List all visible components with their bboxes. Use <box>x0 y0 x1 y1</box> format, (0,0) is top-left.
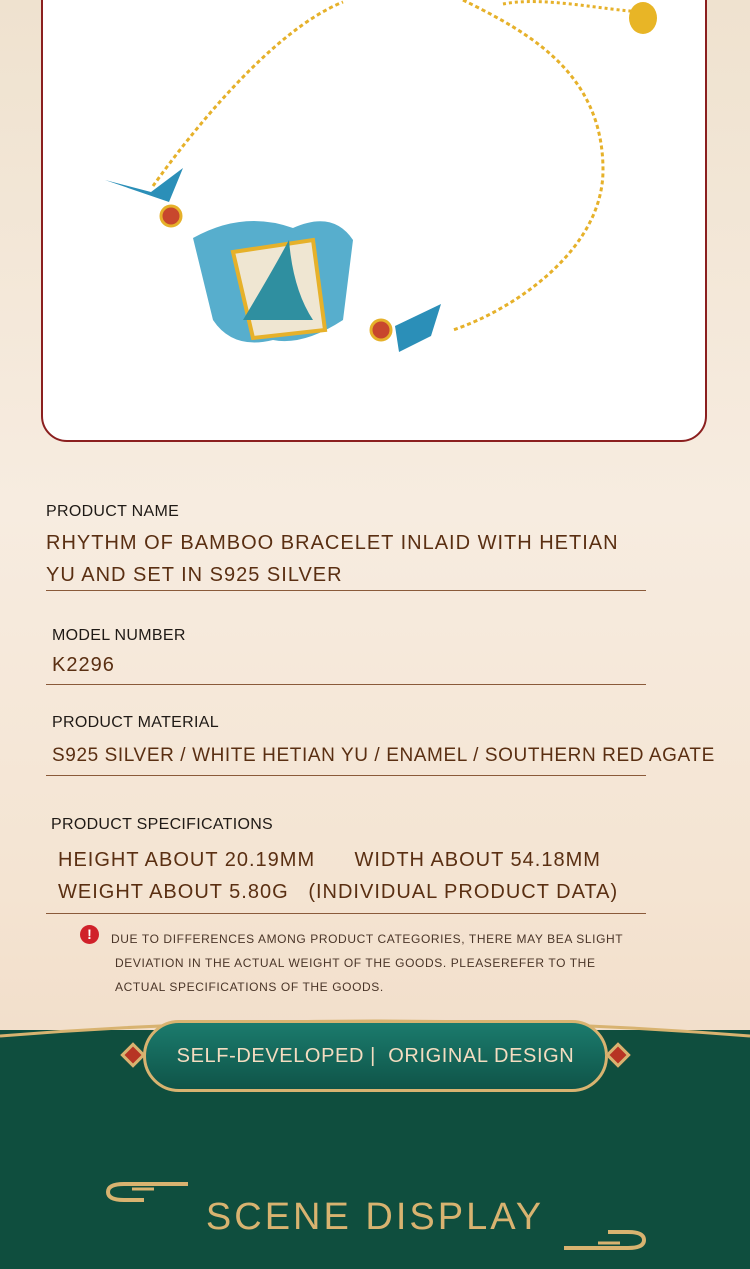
model-number-value: K2296 <box>52 654 115 676</box>
specifications-line1: HEIGHT ABOUT 20.19MM WIDTH ABOUT 54.18MM <box>58 849 601 871</box>
divider <box>46 684 646 685</box>
notice-line2: DEVIATION IN THE ACTUAL WEIGHT OF THE GOODS. PLEASEREFER TO THE <box>115 956 596 970</box>
notice-text <box>111 927 671 999</box>
divider <box>46 775 646 776</box>
notice-line1: DUE TO DIFFERENCES AMONG PRODUCT CATEGORIES, THERE MAY BEA SLIGHT <box>111 932 624 946</box>
product-specifications-label: PRODUCT SPECIFICATIONS <box>51 816 274 833</box>
design-banner <box>143 1020 608 1092</box>
product-specifications-section <box>51 816 651 908</box>
scene-display-title: SCENE DISPLAY <box>205 1196 545 1238</box>
divider <box>46 590 646 591</box>
divider <box>46 913 646 914</box>
product-name-label: PRODUCT NAME <box>46 503 180 520</box>
specifications-line2: WEIGHT ABOUT 5.80G (INDIVIDUAL PRODUCT DATA) <box>58 881 619 903</box>
product-name-line2: YU AND SET IN S925 SILVER <box>46 564 343 586</box>
model-number-section <box>52 627 652 681</box>
warning-icon: ! <box>80 925 99 944</box>
notice-line3: ACTUAL SPECIFICATIONS OF THE GOODS. <box>115 980 384 994</box>
product-material-value: S925 SILVER / WHITE HETIAN YU / ENAMEL / SOUTHERN RED AGATE <box>52 745 715 766</box>
model-number-label: MODEL NUMBER <box>52 627 186 644</box>
bracelet-image <box>43 0 707 442</box>
product-name-line1: RHYTHM OF BAMBOO BRACELET INLAID WITH HETIAN <box>46 532 619 554</box>
gold-scroll-ornament-right <box>562 1228 648 1252</box>
product-material-label: PRODUCT MATERIAL <box>52 714 219 731</box>
product-name-section <box>46 503 646 591</box>
product-material-section <box>52 714 742 772</box>
product-photo-frame <box>41 0 707 442</box>
banner-text: SELF-DEVELOPED | ORIGINAL DESIGN <box>176 1044 575 1067</box>
